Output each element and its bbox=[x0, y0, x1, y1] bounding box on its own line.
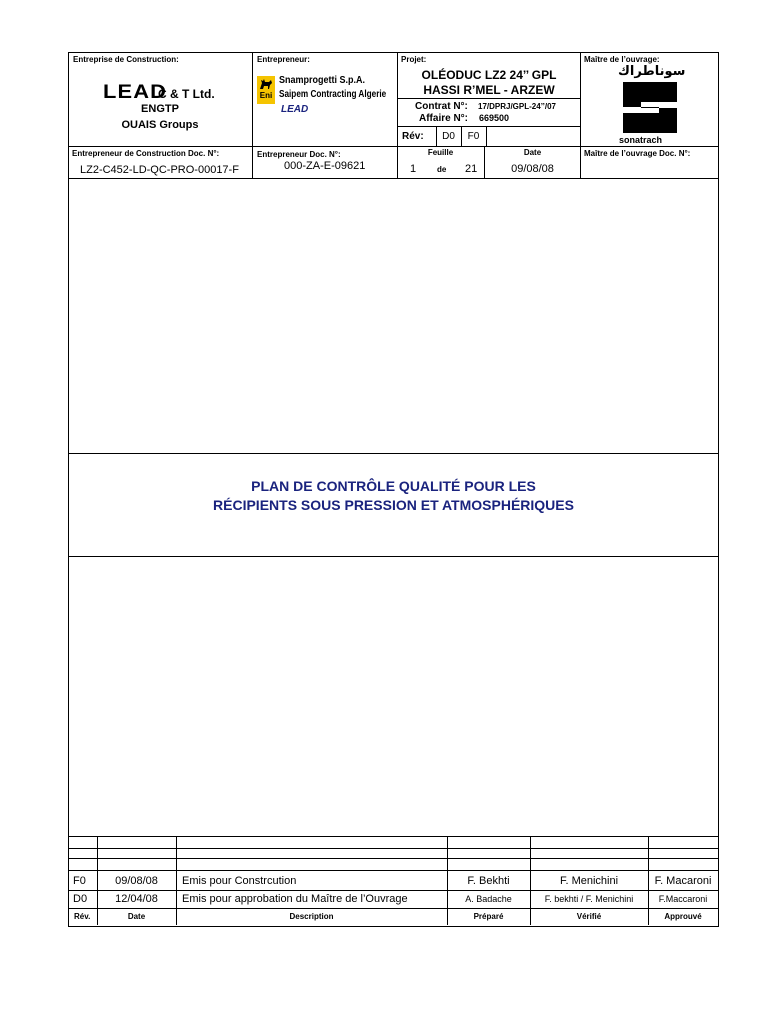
entrepreneur-label: Entrepreneur: bbox=[257, 55, 310, 64]
row-approved: F. Macaroni bbox=[654, 875, 712, 887]
header-prepared: Préparé bbox=[473, 912, 504, 921]
project-line-b bbox=[397, 126, 581, 127]
entrepreneur-snamprogetti: Snamprogetti S.p.A. bbox=[279, 75, 366, 86]
header-bottom-line bbox=[68, 178, 719, 179]
row-description: Emis pour Constrcution bbox=[182, 875, 297, 887]
rev-d0: D0 bbox=[442, 131, 455, 142]
date-label: Date bbox=[523, 148, 542, 157]
owner-label: Maître de l’ouvrage: bbox=[584, 55, 660, 64]
row-rev: D0 bbox=[73, 893, 88, 905]
header-description: Description bbox=[289, 912, 334, 921]
row-prepared: F. Bekhti bbox=[467, 875, 510, 887]
row-date: 12/04/08 bbox=[115, 893, 158, 905]
owner-doc-label: Maître de l’ouvrage Doc. N°: bbox=[584, 149, 691, 158]
sheet-de: de bbox=[437, 165, 447, 174]
title-band-bottom bbox=[68, 556, 719, 557]
sheet-total: 21 bbox=[465, 163, 478, 175]
document-title-line1: PLAN DE CONTRÔLE QUALITÉ POUR LES bbox=[251, 478, 536, 494]
eni-label: Eni bbox=[259, 91, 273, 100]
row-approved: F.Maccaroni bbox=[658, 894, 708, 904]
project-name-line1: OLÉODUC LZ2 24’’ GPL bbox=[421, 68, 557, 82]
row-verified: F. Menichini bbox=[559, 875, 619, 887]
contract-value: 17/DPRJ/GPL-24’’/07 bbox=[478, 102, 556, 111]
contract-label: Contrat N°: bbox=[415, 101, 468, 112]
owner-sonatrach-name: sonatrach bbox=[619, 135, 663, 145]
rev-table-top bbox=[68, 836, 719, 837]
rev-table-line-2 bbox=[68, 858, 719, 859]
entrepreneur-lead-logo: LEAD bbox=[281, 104, 309, 115]
contractor-label: Entreprise de Construction: bbox=[73, 55, 179, 64]
row-description: Emis pour approbation du Maître de l’Ouvrage bbox=[182, 893, 408, 905]
construction-doc-number: LZ2-C452-LD-QC-PRO-00017-F bbox=[80, 164, 239, 176]
sheet-label: Feuille bbox=[427, 148, 454, 157]
construction-doc-label: Entrepreneur de Construction Doc. N°: bbox=[72, 149, 220, 158]
header-verified: Vérifié bbox=[576, 912, 602, 921]
rev-f0: F0 bbox=[467, 131, 480, 142]
header-col-divider-1 bbox=[252, 52, 253, 179]
header-rev: Rév. bbox=[74, 912, 91, 921]
affaire-label: Affaire N°: bbox=[419, 113, 469, 124]
entrepreneur-doc-label: Entrepreneur Doc. N°: bbox=[257, 150, 341, 159]
project-line-a bbox=[397, 98, 581, 99]
header-approved: Approuvé bbox=[664, 912, 702, 921]
rev-table-line-5 bbox=[68, 908, 719, 909]
rev-table-line-3 bbox=[68, 870, 719, 871]
header-date: Date bbox=[127, 912, 146, 921]
rev-cell-divider-3 bbox=[486, 126, 487, 146]
row-rev: F0 bbox=[73, 875, 86, 887]
row-prepared: A. Badache bbox=[465, 894, 512, 904]
entrepreneur-saipem: Saipem Contracting Algerie bbox=[279, 89, 387, 100]
rev-table-line-4 bbox=[68, 890, 719, 891]
date-value: 09/08/08 bbox=[511, 163, 554, 175]
project-label: Projet: bbox=[401, 55, 427, 64]
entrepreneur-doc-number: 000-ZA-E-09621 bbox=[284, 160, 366, 172]
eni-dog-icon bbox=[257, 77, 275, 91]
row-date: 09/08/08 bbox=[115, 875, 158, 887]
sonatrach-logo-icon bbox=[619, 80, 681, 135]
contractor-engtp: ENGTP bbox=[141, 103, 179, 115]
eni-logo bbox=[257, 76, 275, 104]
sheet-current: 1 bbox=[410, 163, 417, 175]
owner-arabic-name: سوناطراك bbox=[618, 64, 686, 79]
rev-label: Rév: bbox=[402, 131, 424, 142]
affaire-value: 669500 bbox=[479, 113, 510, 123]
document-title-line2: RÉCIPIENTS SOUS PRESSION ET ATMOSPHÉRIQUES bbox=[213, 497, 574, 513]
lead-logo: LEAD bbox=[103, 82, 168, 103]
title-band-top bbox=[68, 453, 719, 454]
header-divider bbox=[68, 146, 719, 147]
project-name-line2: HASSI R’MEL - ARZEW bbox=[423, 83, 555, 97]
rev-table-line-1 bbox=[68, 848, 719, 849]
row-verified: F. bekhti / F. Menichini bbox=[544, 894, 634, 904]
contractor-ouais: OUAIS Groups bbox=[121, 119, 199, 131]
contractor-name: C & T Ltd. bbox=[158, 87, 215, 101]
